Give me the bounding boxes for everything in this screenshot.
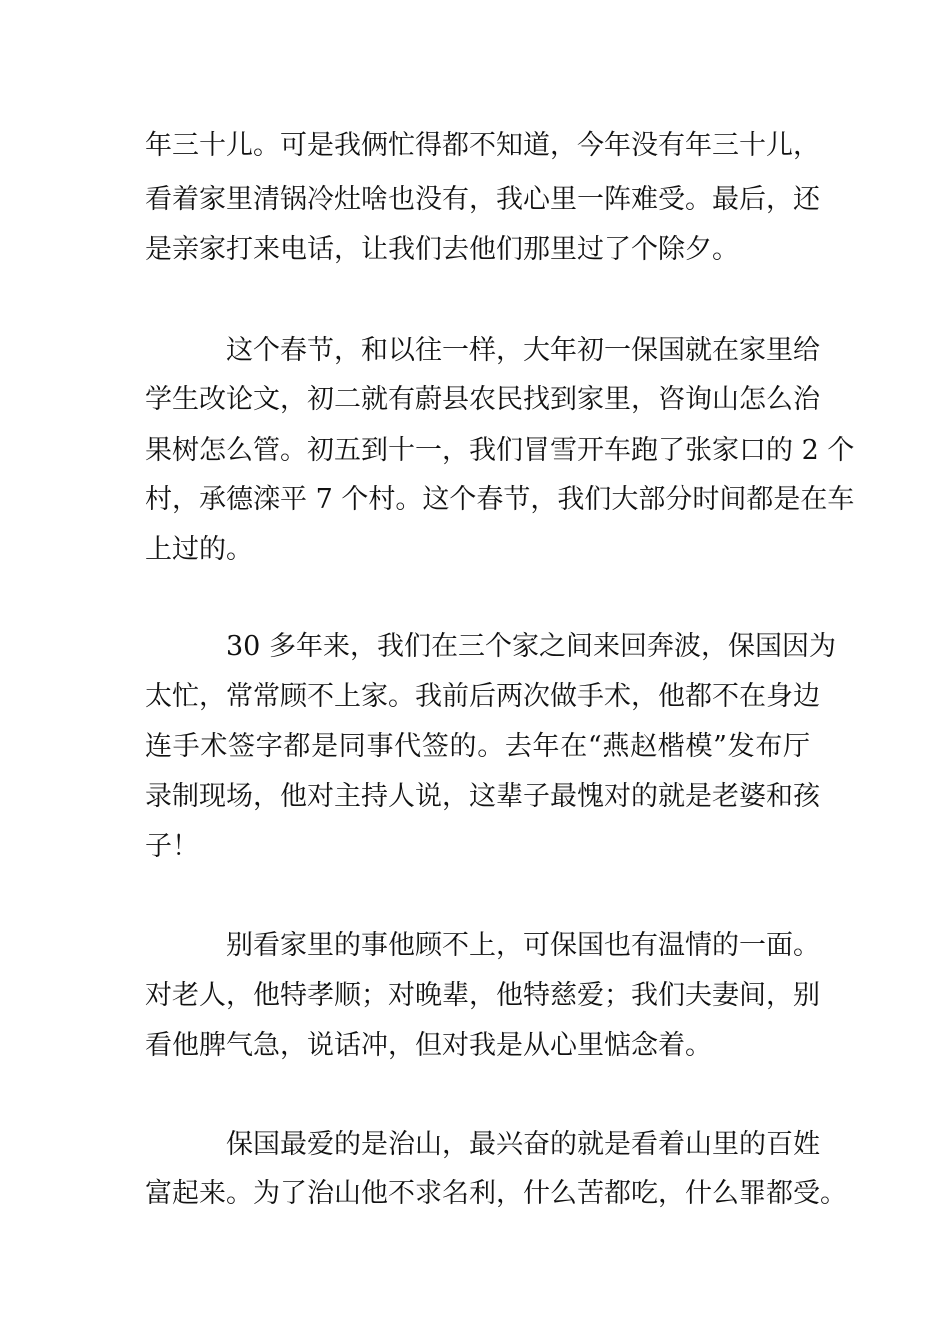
paragraph-3-line-3: 连手术签字都是同事代签的。去年在“燕赵楷模”发布厅 bbox=[145, 731, 810, 762]
paragraph-2-line-1: 这个春节，和以往一样，大年初一保国就在家里给 bbox=[226, 335, 820, 366]
paragraph-4-line-2: 对老人，他特孝顺；对晚辈，他特慈爱；我们夫妻间，别 bbox=[145, 980, 820, 1011]
paragraph-3-line-1: 30 多年来，我们在三个家之间来回奔波，保国因为 bbox=[226, 631, 836, 662]
paragraph-1-line-3: 是亲家打来电话，让我们去他们那里过了个除夕。 bbox=[145, 234, 739, 265]
paragraph-3-line-4: 录制现场，他对主持人说，这辈子最愧对的就是老婆和孩 bbox=[145, 781, 820, 812]
paragraph-1-line-2: 看着家里清锅冷灶啥也没有，我心里一阵难受。最后，还 bbox=[145, 184, 820, 215]
paragraph-5-line-2: 富起来。为了治山他不求名利，什么苦都吃，什么罪都受。 bbox=[145, 1178, 847, 1209]
paragraph-4-line-1: 别看家里的事他顾不上，可保国也有温情的一面。 bbox=[226, 930, 820, 961]
paragraph-4-line-3: 看他脾气急，说话冲，但对我是从心里惦念着。 bbox=[145, 1030, 712, 1061]
paragraph-3-line-2: 太忙，常常顾不上家。我前后两次做手术，他都不在身边 bbox=[145, 681, 820, 712]
paragraph-2-line-3: 果树怎么管。初五到十一，我们冒雪开车跑了张家口的 2 个 bbox=[145, 435, 855, 466]
paragraph-1-line-1: 年三十儿。可是我俩忙得都不知道，今年没有年三十儿， bbox=[145, 130, 820, 161]
paragraph-2-line-5: 上过的。 bbox=[145, 534, 253, 565]
paragraph-3-line-5: 子！ bbox=[145, 831, 199, 862]
paragraph-2-line-4: 村，承德滦平 7 个村。这个春节，我们大部分时间都是在车 bbox=[145, 484, 855, 515]
paragraph-5-line-1: 保国最爱的是治山，最兴奋的就是看着山里的百姓 bbox=[226, 1129, 820, 1160]
paragraph-2-line-2: 学生改论文，初二就有蔚县农民找到家里，咨询山怎么治 bbox=[145, 384, 820, 415]
